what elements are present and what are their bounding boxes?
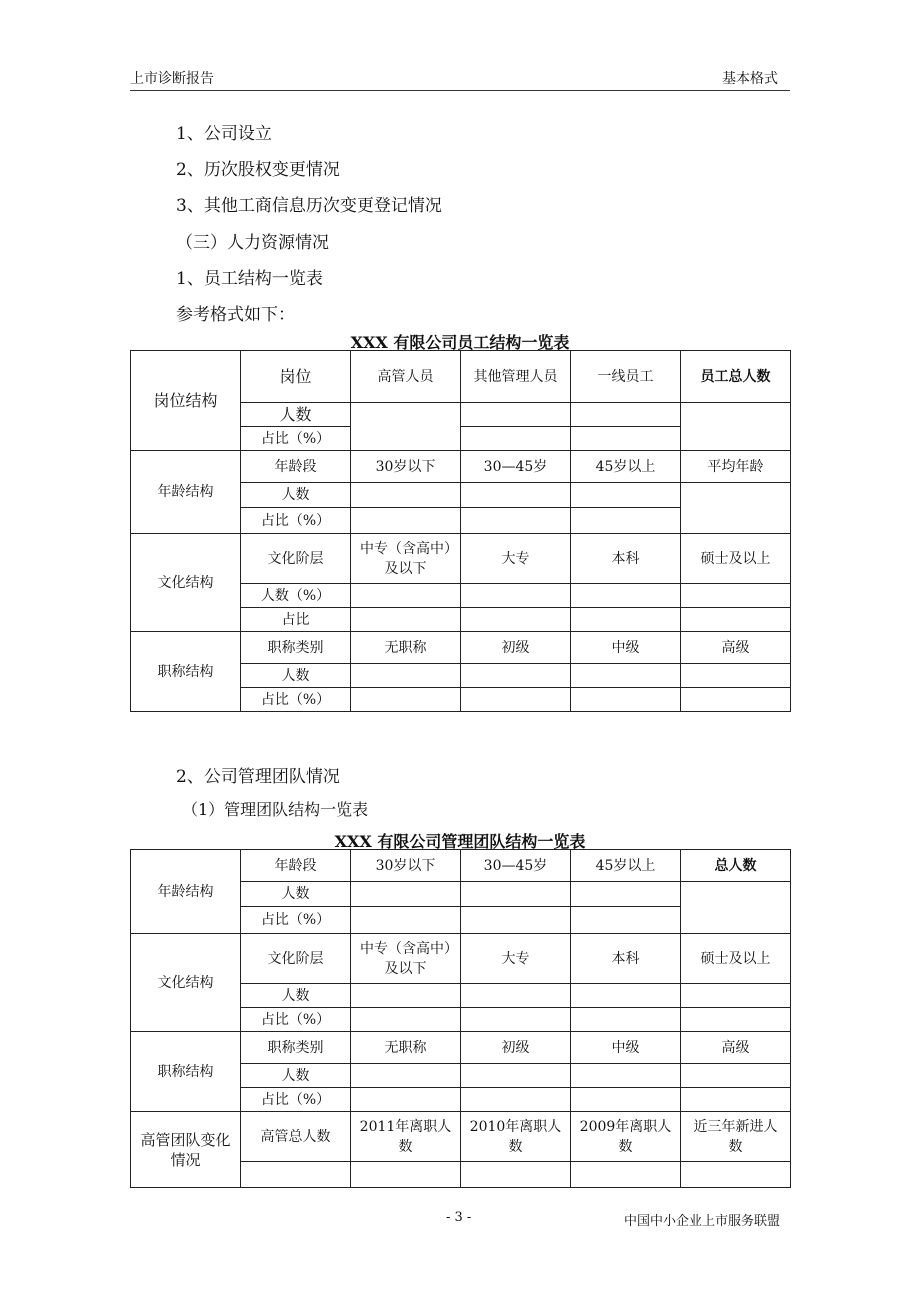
table1-group-title: 职称结构: [131, 632, 241, 712]
table1-empty-cell: [571, 427, 681, 451]
table1-empty-cell: [461, 508, 571, 534]
table2-header-cell: 2010年离职人数: [461, 1112, 571, 1162]
table1-label: 人数（%）: [241, 584, 351, 608]
table1-header-cell: 30—45岁: [461, 451, 571, 483]
page-number: - 3 -: [446, 1210, 472, 1225]
table2-empty-cell: [351, 1008, 461, 1032]
table1-header-cell: 高级: [681, 632, 791, 664]
table1-label: 职称类别: [241, 632, 351, 664]
table2-header-cell: 无职称: [351, 1032, 461, 1064]
table1-empty-cell: [681, 483, 791, 534]
table1-empty-cell: [681, 688, 791, 712]
table2-empty-cell: [461, 1008, 571, 1032]
table1-empty-cell: [351, 483, 461, 508]
table2-title: XXX 有限公司管理团队结构一览表: [334, 832, 586, 851]
table2-header-cell: 中级: [571, 1032, 681, 1064]
table2-empty-cell: [351, 984, 461, 1008]
table2-empty-cell: [681, 1162, 791, 1188]
table2-empty-cell: [461, 882, 571, 907]
table2-empty-cell: [351, 882, 461, 907]
table1-header-cell: 高管人员: [351, 351, 461, 403]
table2-empty-cell: [571, 1162, 681, 1188]
table1-empty-cell: [351, 688, 461, 712]
table2-empty-cell: [681, 984, 791, 1008]
table2-empty-cell: [351, 1162, 461, 1188]
table2-label: 年龄段: [241, 850, 351, 882]
table2-empty-cell: [241, 1162, 351, 1188]
table1-header-cell: 本科: [571, 534, 681, 584]
table1-header-cell: 大专: [461, 534, 571, 584]
table1-label: 占比（%）: [241, 688, 351, 712]
table1-header-cell: 无职称: [351, 632, 461, 664]
table1-empty-cell: [681, 584, 791, 608]
table2-empty-cell: [681, 1008, 791, 1032]
header-right: 基本格式: [722, 71, 778, 87]
table1-label: 岗位: [241, 351, 351, 403]
table1-empty-cell: [351, 608, 461, 632]
table1-header-cell: 一线员工: [571, 351, 681, 403]
table2-empty-cell: [461, 1064, 571, 1088]
table1-header-cell: 平均年龄: [681, 451, 791, 483]
table2-header-cell: 硕士及以上: [681, 934, 791, 984]
table1-header-cell: 中专（含高中）及以下: [351, 534, 461, 584]
table2-header-cell: 30岁以下: [351, 850, 461, 882]
table1-empty-cell: [681, 403, 791, 451]
table2-header-cell: 45岁以上: [571, 850, 681, 882]
table2-group-title: 职称结构: [131, 1032, 241, 1112]
table1-empty-cell: [461, 608, 571, 632]
table1-empty-cell: [681, 664, 791, 688]
table2-empty-cell: [571, 1064, 681, 1088]
table1-header-cell: 45岁以上: [571, 451, 681, 483]
para-staff-table: 1、员工结构一览表: [176, 269, 323, 289]
table1-label: 年龄段: [241, 451, 351, 483]
table1-empty-cell: [461, 584, 571, 608]
table1-group-age: 年龄结构: [131, 451, 241, 534]
table1-empty-cell: [571, 688, 681, 712]
table1-empty-cell: [571, 403, 681, 427]
table2-empty-cell: [571, 1008, 681, 1032]
table2-header-cell: 2009年离职人数: [571, 1112, 681, 1162]
table2-empty-cell: [681, 882, 791, 934]
table1-empty-cell: [681, 608, 791, 632]
table1-label: 占比: [241, 608, 351, 632]
table1-header-cell: 硕士及以上: [681, 534, 791, 584]
para-hr-section: （三）人力资源情况: [176, 233, 329, 253]
table1-label: 占比（%）: [241, 508, 351, 534]
table2-header-cell: 大专: [461, 934, 571, 984]
table1-empty-cell: [351, 403, 461, 451]
table1-empty-cell: [571, 608, 681, 632]
table2-empty-cell: [351, 1064, 461, 1088]
table2-group-education: 文化结构: [131, 934, 241, 1032]
table2-label: 占比（%）: [241, 907, 351, 934]
table2-label: 人数: [241, 984, 351, 1008]
table2-label: 人数: [241, 1064, 351, 1088]
management-team-table: [130, 849, 791, 1188]
table2-empty-cell: [461, 984, 571, 1008]
table1-empty-cell: [461, 664, 571, 688]
table1-label: 人数: [241, 483, 351, 508]
table2-header-cell: 2011年离职人数: [351, 1112, 461, 1162]
table2-empty-cell: [461, 907, 571, 934]
table1-empty-cell: [351, 508, 461, 534]
table2-header-cell: 本科: [571, 934, 681, 984]
table1-header-cell: 员工总人数: [681, 351, 791, 403]
table1-header-cell: 其他管理人员: [461, 351, 571, 403]
table2-label: 占比（%）: [241, 1088, 351, 1112]
table2-header-cell: 中专（含高中）及以下: [351, 934, 461, 984]
staff-structure-table: [130, 350, 791, 712]
para-team-table: （1）管理团队结构一览表: [182, 800, 369, 819]
table1-label: 人数: [241, 403, 351, 427]
header-left: 上市诊断报告: [130, 71, 214, 87]
table1-empty-cell: [351, 584, 461, 608]
table2-header-cell: 近三年新进人数: [681, 1112, 791, 1162]
table1-empty-cell: [571, 664, 681, 688]
header-rule: [130, 90, 790, 91]
table1-empty-cell: [571, 483, 681, 508]
table2-empty-cell: [571, 882, 681, 907]
table1-empty-cell: [571, 508, 681, 534]
table2-header-cell: 初级: [461, 1032, 571, 1064]
para-company-setup: 1、公司设立: [176, 124, 272, 144]
table1-empty-cell: [461, 483, 571, 508]
table2-header-cell: 30—45岁: [461, 850, 571, 882]
para-other-changes: 3、其他工商信息历次变更登记情况: [176, 196, 442, 216]
table2-label: 占比（%）: [241, 1008, 351, 1032]
table1-header-cell: 中级: [571, 632, 681, 664]
table1-group-post: 岗位结构: [131, 351, 241, 451]
para-management-team: 2、公司管理团队情况: [176, 767, 340, 787]
table2-label: 高管总人数: [241, 1112, 351, 1162]
table1-header-cell: 初级: [461, 632, 571, 664]
table2-empty-cell: [571, 1088, 681, 1112]
table2-empty-cell: [461, 1162, 571, 1188]
table1-empty-cell: [461, 403, 571, 427]
footer-org: 中国中小企业上市服务联盟: [623, 1214, 780, 1229]
table1-empty-cell: [571, 584, 681, 608]
table1-label: 人数: [241, 664, 351, 688]
table2-header-cell: 高级: [681, 1032, 791, 1064]
para-equity-changes: 2、历次股权变更情况: [176, 160, 340, 180]
table2-empty-cell: [351, 1088, 461, 1112]
table1-empty-cell: [351, 664, 461, 688]
table2-empty-cell: [571, 907, 681, 934]
table2-label: 职称类别: [241, 1032, 351, 1064]
table2-empty-cell: [681, 1064, 791, 1088]
table1-header-cell: 30岁以下: [351, 451, 461, 483]
table1-empty-cell: [461, 688, 571, 712]
table2-empty-cell: [681, 1088, 791, 1112]
table2-label: 人数: [241, 882, 351, 907]
table2-empty-cell: [461, 1088, 571, 1112]
table2-empty-cell: [571, 984, 681, 1008]
para-format-note: 参考格式如下：: [176, 305, 295, 325]
table1-empty-cell: [461, 427, 571, 451]
table1-label: 占比（%）: [241, 427, 351, 451]
table2-header-cell: 总人数: [681, 850, 791, 882]
table1-group-education: 文化结构: [131, 534, 241, 632]
table2-empty-cell: [351, 907, 461, 934]
table1-label: 文化阶层: [241, 534, 351, 584]
table2-group-age: 年龄结构: [131, 850, 241, 934]
table2-label: 文化阶层: [241, 934, 351, 984]
table1-title: XXX 有限公司员工结构一览表: [350, 333, 570, 352]
table2-group-exec-change: 高管团队变化情况: [131, 1112, 241, 1188]
